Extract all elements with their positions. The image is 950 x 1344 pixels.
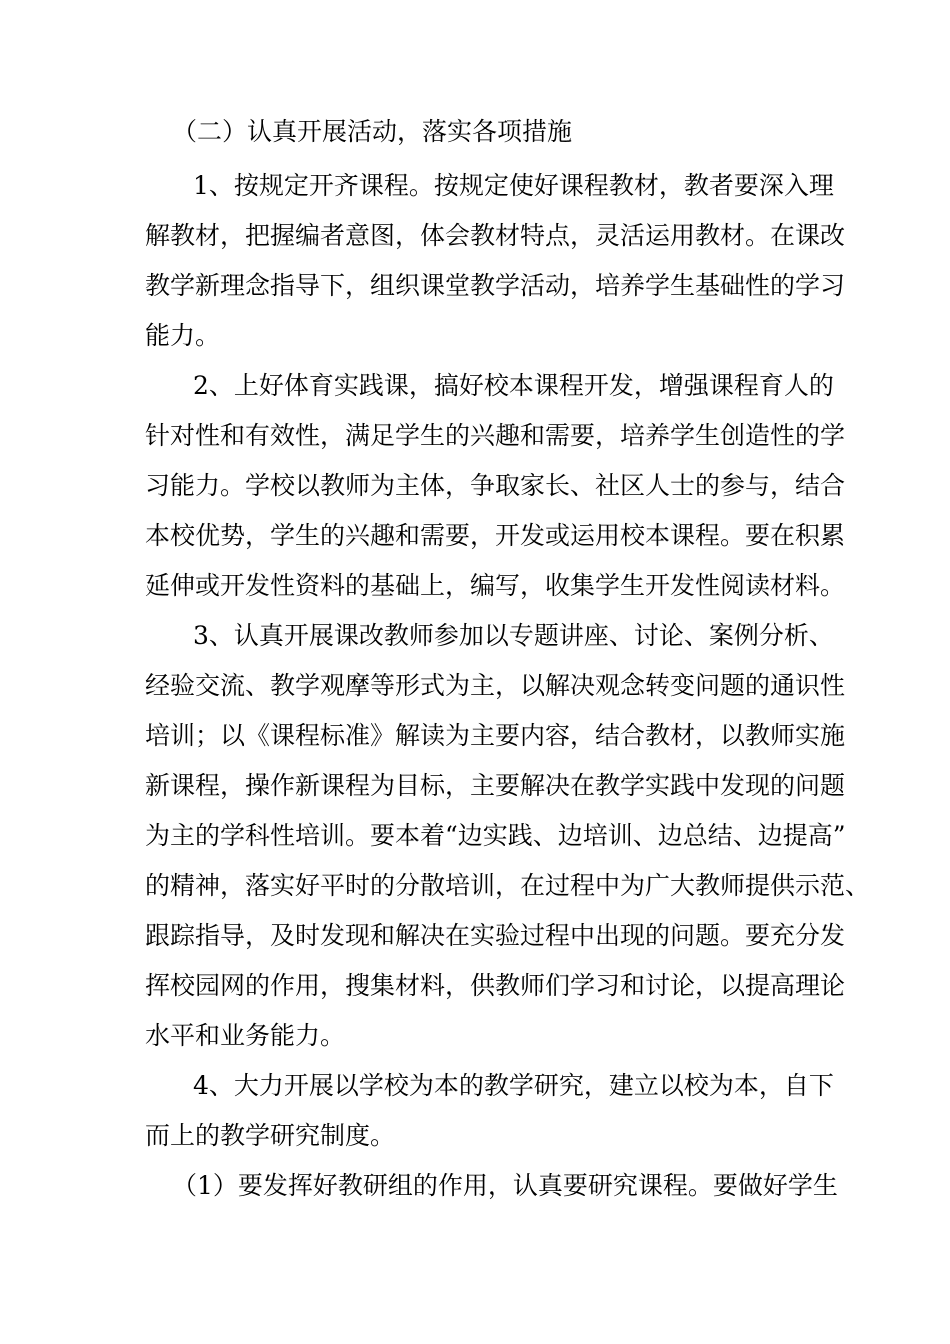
- paragraph-3-line-9: 水平和业务能力。: [145, 1021, 346, 1050]
- paragraph-2-line-2: 针对性和有效性，满足学生的兴趣和需要，培养学生创造性的学: [145, 421, 846, 450]
- paragraph-3-line-2: 经验交流、教学观摩等形式为主，以解决观念转变问题的通识性: [145, 671, 846, 700]
- paragraph-3-line-5: 为主的学科性培训。要本着“边实践、边培训、边总结、边提高”: [145, 821, 846, 850]
- section-heading: （二）认真开展活动，落实各项措施: [172, 117, 573, 146]
- paragraph-3-line-4: 新课程，操作新课程为目标，主要解决在教学实践中发现的问题: [145, 771, 846, 800]
- paragraph-3-line-1: 3、认真开展课改教师参加以专题讲座、讨论、案例分析、: [193, 621, 834, 650]
- paragraph-4-line-1: 4、大力开展以学校为本的教学研究，建立以校为本，自下: [193, 1071, 834, 1100]
- paragraph-3-line-6: 的精神，落实好平时的分散培训，在过程中为广大教师提供示范、: [145, 871, 871, 900]
- subsection-1-line-1: （1）要发挥好教研组的作用，认真要研究课程。要做好学生: [172, 1171, 838, 1200]
- paragraph-2-line-1: 2、上好体育实践课，搞好校本课程开发，增强课程育人的: [193, 371, 834, 400]
- paragraph-3-line-3: 培训；以《课程标准》解读为主要内容，结合教材，以教师实施: [145, 721, 846, 750]
- paragraph-1-line-3: 教学新理念指导下，组织课堂教学活动，培养学生基础性的学习: [145, 271, 846, 300]
- paragraph-2-line-5: 延伸或开发性资料的基础上，编写，收集学生开发性阅读材料。: [145, 571, 846, 600]
- paragraph-2-line-3: 习能力。学校以教师为主体，争取家长、社区人士的参与，结合: [145, 471, 846, 500]
- paragraph-4-line-2: 而上的教学研究制度。: [145, 1121, 396, 1150]
- paragraph-3-line-8: 挥校园网的作用，搜集材料，供教师们学习和讨论，以提高理论: [145, 971, 846, 1000]
- paragraph-1-line-4: 能力。: [145, 321, 221, 350]
- paragraph-3-line-7: 跟踪指导，及时发现和解决在实验过程中出现的问题。要充分发: [145, 921, 846, 950]
- paragraph-1-line-2: 解教材，把握编者意图，体会教材特点，灵活运用教材。在课改: [145, 221, 846, 250]
- paragraph-1-line-1: 1、按规定开齐课程。按规定使好课程教材，教者要深入理: [193, 171, 834, 200]
- paragraph-2-line-4: 本校优势，学生的兴趣和需要，开发或运用校本课程。要在积累: [145, 521, 846, 550]
